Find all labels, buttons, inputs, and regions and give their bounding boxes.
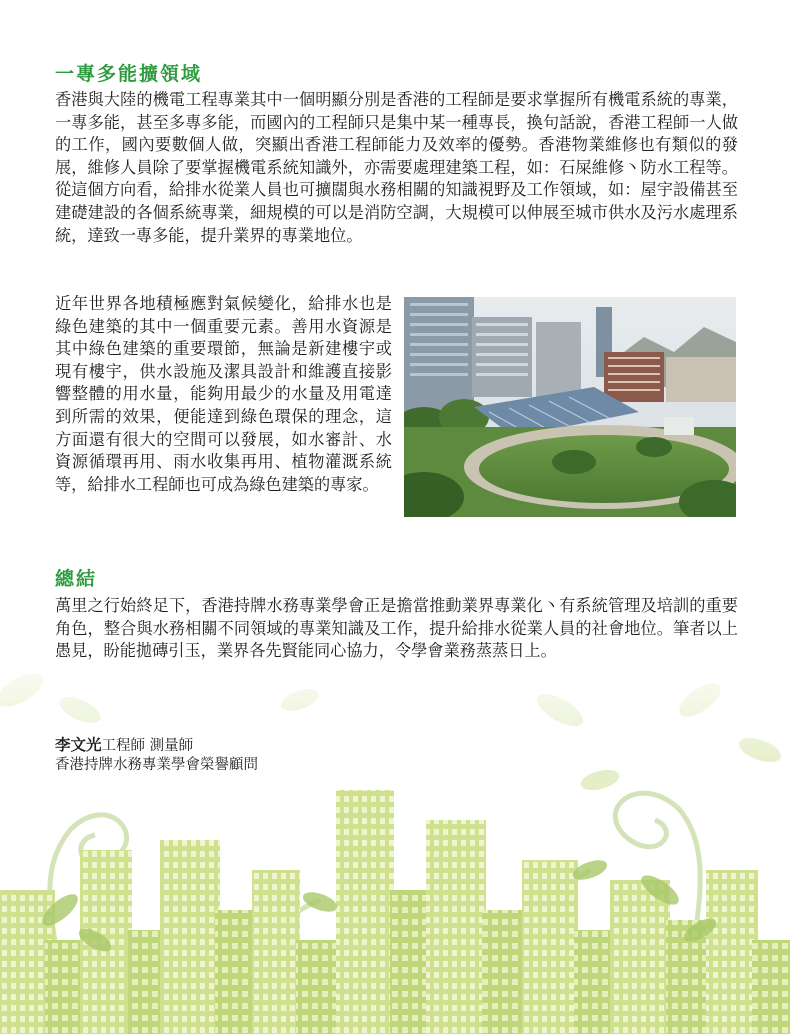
author-name: 李文光 [55, 736, 102, 754]
city-plant-background [0, 640, 790, 1034]
author-titles: 工程師 測量師 [101, 738, 194, 754]
paragraph-multi-skill: 香港與大陸的機電工程專業其中一個明顯分別是香港的工程師是要求掌握所有機電系統的專業，一專多能，甚至多專多能，而國內的工程師只是集中某一種專長，換句話說，香港工程師一人做的工作，國內要數個人做，突顯出香港工程師能力及效率的優勢。香港物業維修也有類似的發展，維修人員除了要掌握機電系統知識外，亦需要處理建築工程，如：石屎維修丶防水工程等。從這個方向看，給排水從業人員也可擴闊與水務相關的知識視野及工作領域，如：屋宇設備甚至建礎建設的各個系統專業，細規模的可以是消防空調，大規模可以伸展至城市供水及污水處理系統，達致一專多能，提升業界的專業地位。 [55, 90, 738, 245]
paragraph-green-building: 近年世界各地積極應對氣候變化，給排水也是綠色建築的其中一個重要元素。善用水資源是其中綠色建築的重要環節，無論是新建樓宇或現有樓宇，供水設施及潔具設計和維護直接影響整體的用水量，能夠用最少的水量及用電達到所需的效果，便能達到綠色環保的理念，這方面還有很大的空間可以發展，如水審計、水資源循環再用、雨水收集再用、植物灌溉系統等，給排水工程師也可成為綠色建築的專家。 [55, 294, 392, 494]
green-building-photo [404, 297, 736, 517]
section-heading-conclusion: 總結 [55, 568, 98, 590]
author-affiliation: 香港持牌水務專業學會榮譽顧問 [55, 757, 258, 773]
paragraph-conclusion: 萬里之行始終足下，香港持牌水務專業學會正是擔當推動業界專業化丶有系統管理及培訓的重要角色，整合與水務相關不同領域的專業知識及工作，提升給排水從業人員的社會地位。筆者以上愚見，盼能拋磚引玉，業界各先賢能同心協力，令學會業務蒸蒸日上。 [55, 596, 738, 661]
author-signature [55, 736, 258, 775]
section-heading-expand-fields: 一專多能擴領域 [55, 63, 203, 85]
